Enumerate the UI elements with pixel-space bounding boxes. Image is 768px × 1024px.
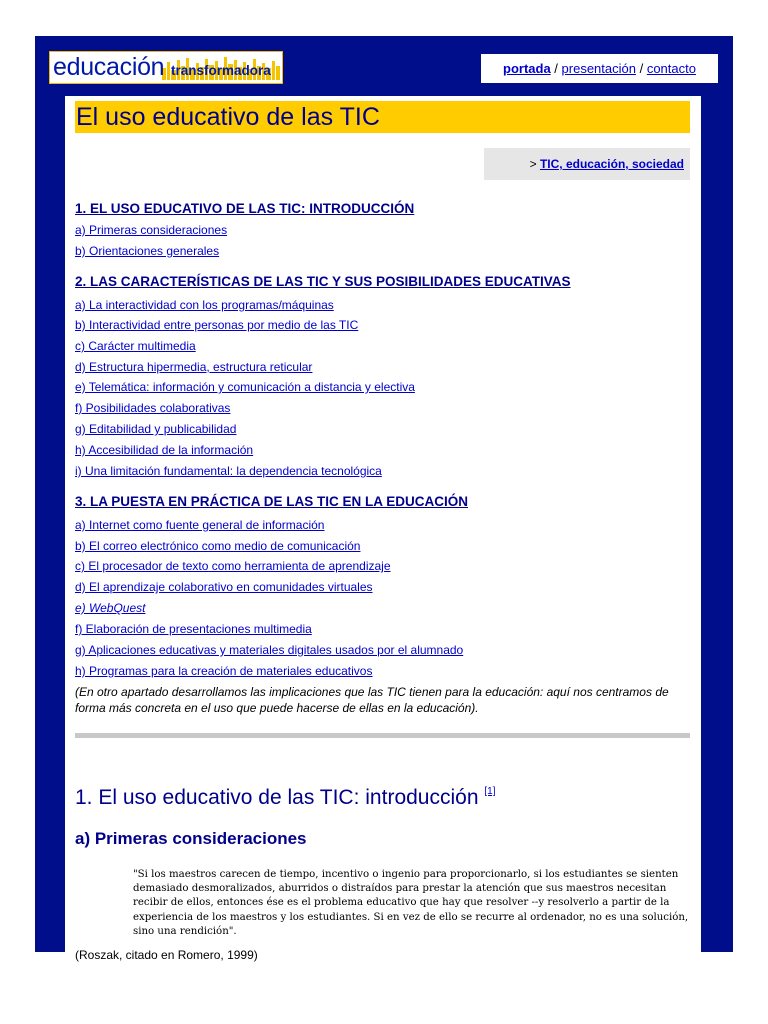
nav-portada-link[interactable]: portada: [503, 61, 551, 76]
toc-item[interactable]: c) El procesador de texto como herramienta de aprendizaje: [75, 559, 391, 573]
section-heading-text: 1. El uso educativo de las TIC: introducción: [75, 786, 479, 809]
logo-subtitle: transformadora: [171, 63, 271, 78]
toc-item[interactable]: a) Internet como fuente general de información: [75, 518, 325, 532]
toc-item[interactable]: g) Aplicaciones educativas y materiales digitales usados por el alumnado: [75, 643, 464, 657]
page-frame: [35, 36, 733, 962]
toc-item[interactable]: b) Orientaciones generales: [75, 244, 220, 258]
breadcrumb: [484, 148, 690, 180]
toc-item[interactable]: f) Elaboración de presentaciones multimedia: [75, 622, 312, 636]
subsection-heading: a) Primeras consideraciones: [75, 829, 307, 848]
nav-contacto-link[interactable]: contacto: [646, 61, 696, 76]
intro-note: (En otro apartado desarrollamos las implicaciones que las TIC tienen para la educación: aquí nos centramos de forma más concreta en el uso que puede hacerse de ellas en la educación).: [75, 685, 669, 715]
block-quote: "Si los maestros carecen de tiempo, incentivo o ingenio para proporcionarlo, si los estudiantes se sienten demasiado desmoralizados, aburridos o distraídos para prestar la atención que sus maestros necesitan recibir de ellos, entonces ése es el problema educativo que hay que resolver --y resolverlo a partir de la experiencia de los maestros y los estudiantes. Si en vez de ello se recurre al ordenador, no es una solución, sino una rendición".: [133, 869, 689, 937]
toc-item[interactable]: d) El aprendizaje colaborativo en comunidades virtuales: [75, 580, 373, 594]
toc-item[interactable]: d) Estructura hipermedia, estructura reticular: [75, 360, 313, 374]
main-content: [65, 96, 701, 966]
breadcrumb-prefix: >: [529, 157, 540, 171]
footnote-link[interactable]: [1]: [484, 786, 496, 797]
top-navigation: [481, 54, 718, 83]
toc-item[interactable]: a) La interactividad con los programas/máquinas: [75, 298, 334, 312]
toc-item[interactable]: g) Editabilidad y publicabilidad: [75, 422, 237, 436]
citation: (Roszak, citado en Romero, 1999): [75, 948, 258, 962]
title-bar: [75, 101, 690, 133]
nav-presentacion-link[interactable]: presentación: [561, 61, 636, 76]
toc-section-heading[interactable]: 2. LAS CARACTERÍSTICAS DE LAS TIC Y SUS POSIBILIDADES EDUCATIVAS: [75, 274, 571, 289]
logo-wordmark: educación: [53, 53, 165, 81]
footnote-ref: [484, 786, 495, 797]
section-divider: [75, 733, 690, 738]
section-heading: [75, 786, 495, 810]
toc-item[interactable]: e) WebQuest: [75, 601, 146, 615]
nav-separator: /: [635, 61, 647, 76]
breadcrumb-link[interactable]: TIC, educación, sociedad: [539, 157, 684, 171]
toc-item[interactable]: b) El correo electrónico como medio de comunicación: [75, 539, 361, 553]
toc-item[interactable]: i) Una limitación fundamental: la dependencia tecnológica: [75, 464, 382, 478]
nav-separator: /: [550, 61, 562, 76]
toc-item[interactable]: h) Accesibilidad de la información: [75, 443, 254, 457]
page-title: El uso educativo de las TIC: [76, 103, 380, 131]
toc-section-heading[interactable]: 1. EL USO EDUCATIVO DE LAS TIC: INTRODUCCIÓN: [75, 201, 415, 216]
toc-item[interactable]: c) Carácter multimedia: [75, 339, 196, 353]
toc-section-heading[interactable]: 3. LA PUESTA EN PRÁCTICA DE LAS TIC EN LA EDUCACIÓN: [75, 494, 469, 509]
toc-item[interactable]: h) Programas para la creación de materiales educativos: [75, 664, 373, 678]
toc-item[interactable]: a) Primeras consideraciones: [75, 223, 228, 237]
toc-item[interactable]: f) Posibilidades colaborativas: [75, 401, 231, 415]
toc-item[interactable]: e) Telemática: información y comunicación a distancia y electiva: [75, 380, 415, 394]
site-logo[interactable]: [49, 51, 283, 84]
toc-item[interactable]: b) Interactividad entre personas por medio de las TIC: [75, 318, 359, 332]
